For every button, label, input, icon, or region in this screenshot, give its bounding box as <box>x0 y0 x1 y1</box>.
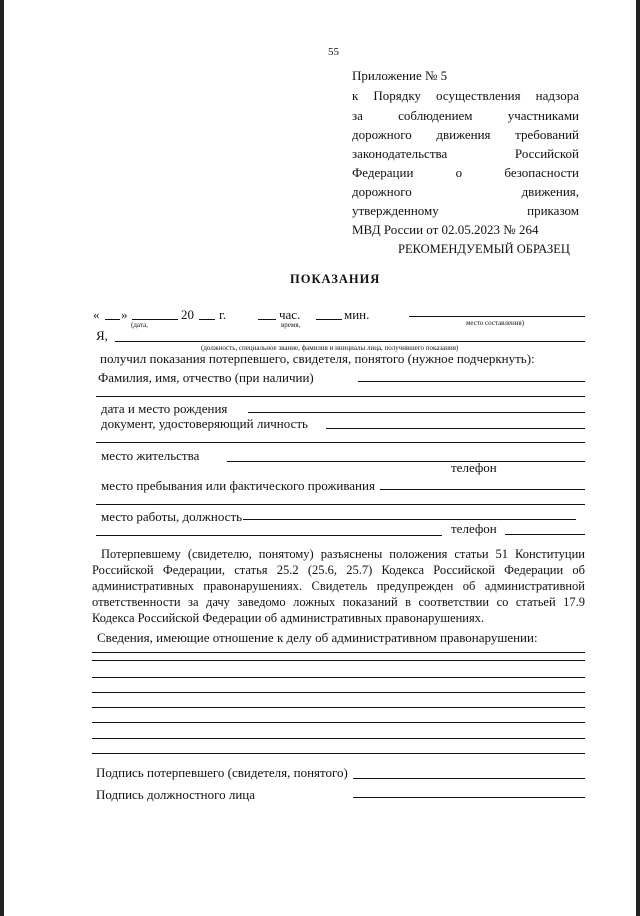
phone-label-2: телефон <box>451 521 497 536</box>
appendix-line-2: к Порядку осуществления надзора <box>352 88 579 103</box>
phone-label-1: телефон <box>451 460 497 475</box>
day-field[interactable] <box>105 319 120 320</box>
residence-label: место жительства <box>101 448 200 463</box>
document-label: документ, удостоверяющий личность <box>101 416 308 431</box>
stay-field-line-2[interactable] <box>96 504 585 505</box>
signature-official-label: Подпись должностного лица <box>96 787 256 802</box>
info-line-1[interactable] <box>92 652 585 653</box>
hours-field[interactable] <box>258 319 276 320</box>
hours-label: час. <box>279 307 301 322</box>
year-prefix: 20 <box>181 307 194 322</box>
work-field-line-2[interactable] <box>96 535 442 536</box>
signature-official-field[interactable] <box>353 797 585 798</box>
explanation-line-3: административных правонарушениях. Свидетель предупрежден об административной <box>92 579 585 593</box>
info-line-4[interactable] <box>92 692 585 693</box>
fio-label: Фамилия, имя, отчество (при наличии) <box>98 370 314 385</box>
minutes-field[interactable] <box>316 319 342 320</box>
work-field[interactable] <box>243 519 576 520</box>
info-heading: Сведения, имеющие отношение к делу об административном правонарушении: <box>97 630 538 645</box>
appendix-line-7: дорожного движения, <box>352 184 579 199</box>
scan-edge-right <box>636 0 640 916</box>
info-line-7[interactable] <box>92 738 585 739</box>
appendix-line-1: Приложение № 5 <box>352 68 448 83</box>
ya-label: Я, <box>96 328 108 343</box>
explanation-line-5: Кодекса Российской Федерации об административных правонарушениях. <box>92 611 485 625</box>
open-quote: « <box>93 307 100 322</box>
appendix-line-6: Федерации о безопасности <box>352 165 579 180</box>
year-suffix: г. <box>219 307 227 322</box>
appendix-line-9: МВД России от 02.05.2023 № 264 <box>352 222 539 237</box>
appendix-line-5: законодательства Российской <box>352 146 579 161</box>
residence-field[interactable] <box>227 461 585 462</box>
info-line-6[interactable] <box>92 722 585 723</box>
explanation-line-1: Потерпевшему (свидетелю, понятому) разъяснены положения статьи 51 Конституции <box>101 547 585 561</box>
document-title: ПОКАЗАНИЯ <box>290 272 381 286</box>
official-field[interactable] <box>115 341 585 342</box>
month-field[interactable] <box>132 319 178 320</box>
page-number: 55 <box>328 46 339 58</box>
signature-victim-field[interactable] <box>353 778 585 779</box>
year-field[interactable] <box>199 319 215 320</box>
fio-field[interactable] <box>358 381 585 382</box>
hint-time: время, <box>281 321 301 329</box>
place-field[interactable] <box>409 316 585 317</box>
explanation-line-4: ответственности за дачу заведомо ложных показаний в соответствии со статьей 17.9 <box>92 595 585 609</box>
hint-place: место составления) <box>466 319 525 327</box>
info-line-3[interactable] <box>92 677 585 678</box>
minutes-label: мин. <box>344 307 370 322</box>
hint-date: (дата, <box>131 321 148 329</box>
close-quote: » <box>121 307 128 322</box>
info-line-5[interactable] <box>92 707 585 708</box>
stay-field[interactable] <box>380 489 585 490</box>
appendix-line-3: за соблюдением участниками <box>352 108 579 123</box>
appendix-line-8: утвержденному приказом <box>352 203 579 218</box>
appendix-line-4: дорожного движения требований <box>352 127 579 142</box>
received-text: получил показания потерпевшего, свидетеля, понятого (нужное подчеркнуть): <box>100 351 535 366</box>
scan-edge-left <box>0 0 4 916</box>
phone-field-2[interactable] <box>505 534 585 535</box>
info-line-8[interactable] <box>92 753 585 754</box>
document-field[interactable] <box>326 428 585 429</box>
ya-hint: (должность, специальное звание, фамилия и инициалы лица, получившего показания) <box>201 344 459 352</box>
explanation-line-2: Российской Федерации, статья 25.2 (25.6, 25.7) Кодекса Российской Федерации об <box>92 563 585 577</box>
fio-field-line-2[interactable] <box>96 396 585 397</box>
signature-victim-label: Подпись потерпевшего (свидетеля, понятого) <box>96 765 348 780</box>
sample-label: РЕКОМЕНДУЕМЫЙ ОБРАЗЕЦ <box>398 242 570 256</box>
stay-label: место пребывания или фактического проживания <box>101 478 375 493</box>
birth-label: дата и место рождения <box>101 401 228 416</box>
info-line-2[interactable] <box>92 660 585 661</box>
birth-field[interactable] <box>248 412 585 413</box>
work-label: место работы, должность <box>101 509 243 524</box>
document-field-line-2[interactable] <box>96 442 585 443</box>
